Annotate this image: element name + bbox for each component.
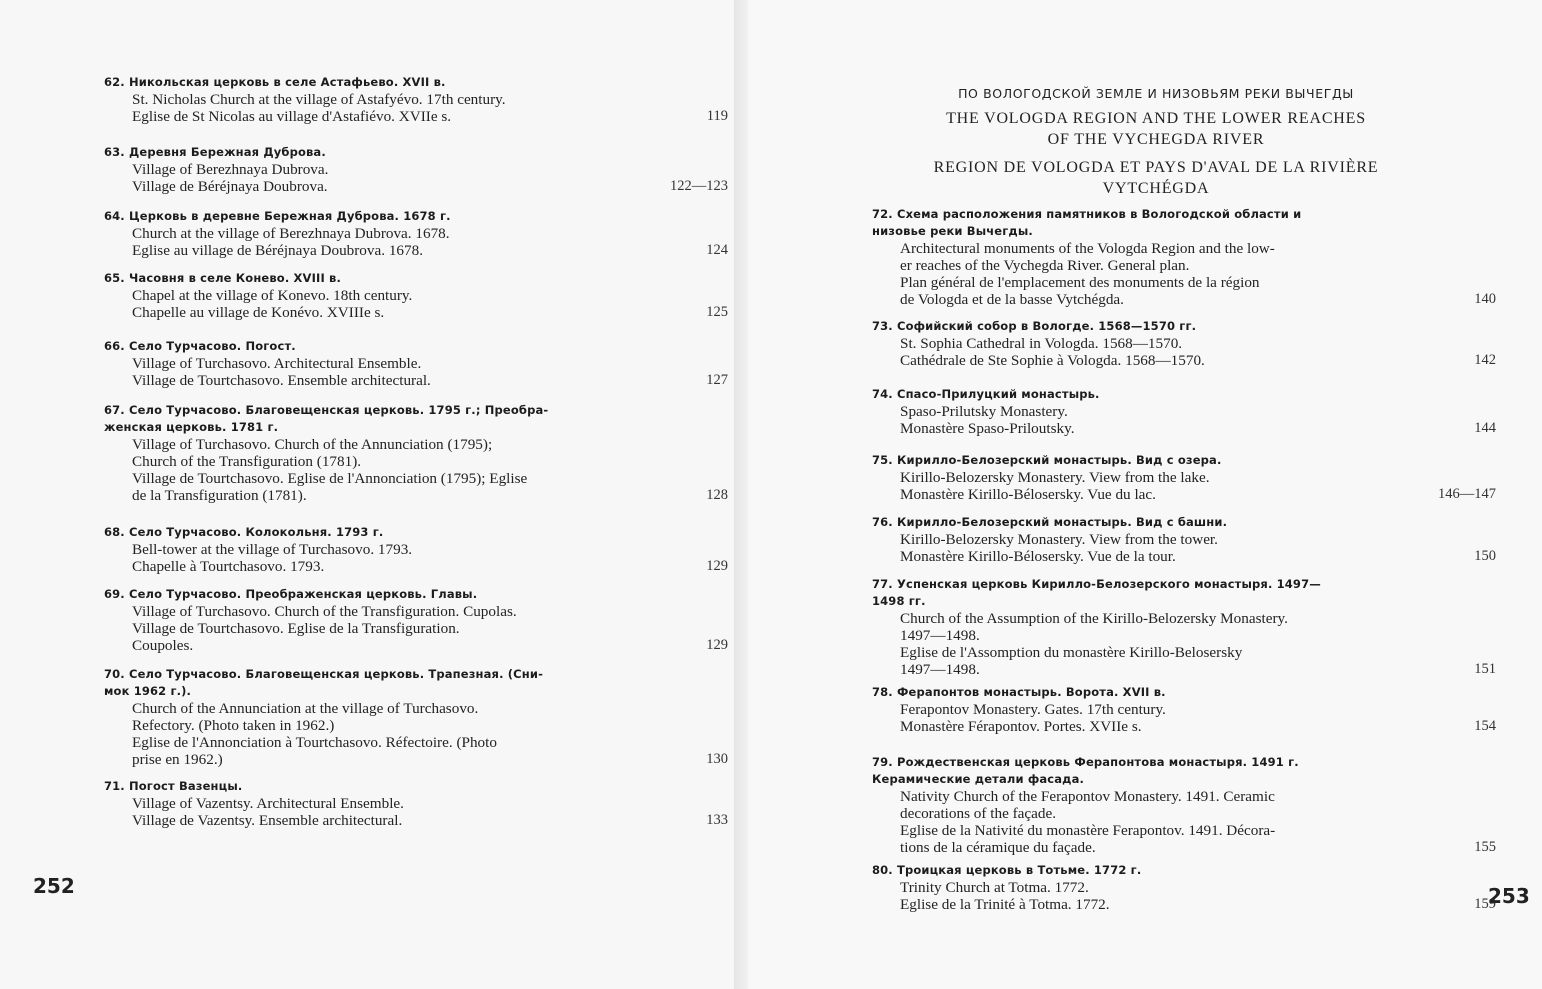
list-of-illustrations-entry: [872, 318, 1496, 369]
entry-number: 67.: [104, 403, 125, 417]
entry-caption-line: Village de Vazentsy. Ensemble architectural. 133: [132, 812, 728, 829]
entry-page-number: 144: [1474, 420, 1496, 436]
list-of-illustrations-entry: [872, 862, 1496, 913]
entry-number: 66.: [104, 339, 125, 353]
entry-caption-line: Church of the Transfiguration (1781).: [132, 453, 362, 470]
entry-caption-line: Village de Tourtchasovo. Eglise de la Transfiguration.: [132, 620, 460, 637]
entry-caption-line: 1497—1498. 151: [900, 661, 1496, 678]
entry-russian-title: Церковь в деревне Бережная Дуброва. 1678 г.: [128, 209, 451, 223]
entry-caption-line: Church of the Annunciation at the village of Turchasovo.: [132, 700, 479, 717]
entry-page-number: 119: [706, 108, 728, 124]
entry-number: 71.: [104, 779, 125, 793]
entry-number: 65.: [104, 271, 125, 285]
entry-caption-line: Village of Berezhnaya Dubrova.: [132, 161, 329, 178]
entry-caption-line: prise en 1962.) 130: [132, 751, 728, 768]
entry-page-number: 129: [706, 558, 728, 574]
entry-caption-line: de Vologda et de la basse Vytchégda. 140: [900, 291, 1496, 308]
entry-russian-title: Погост Вазенцы.: [128, 779, 243, 793]
entry-russian-title-cont: женская церковь. 1781 г.: [104, 420, 279, 434]
entry-caption-line: Monastère Spaso-Priloutsky. 144: [900, 420, 1496, 437]
entry-russian-title: Кирилло-Белозерский монастырь. Вид с озера.: [896, 453, 1222, 467]
entry-caption-line: Monastère Kirillo-Bélosersky. Vue du lac. 146—147: [900, 486, 1496, 503]
entry-russian-title: Кирилло-Белозерский монастырь. Вид с башни.: [896, 515, 1228, 529]
entry-caption-line: de la Transfiguration (1781). 128: [132, 487, 728, 504]
entry-caption-line: er reaches of the Vychegda River. General plan.: [900, 257, 1190, 274]
entry-caption-line: Monastère Kirillo-Bélosersky. Vue de la tour. 150: [900, 548, 1496, 565]
list-of-illustrations-entry: [104, 338, 728, 389]
section-heading-french-line2: VYTCHÉGDA: [1102, 180, 1210, 197]
entry-page-number: 142: [1474, 352, 1496, 368]
entry-page-number: 125: [706, 304, 728, 320]
list-of-illustrations-entry: [872, 754, 1496, 856]
entry-russian-title: Рождественская церковь Ферапонтова монастыря. 1491 г.: [896, 755, 1299, 769]
entry-russian-title: Спасо-Прилуцкий монастырь.: [896, 387, 1100, 401]
entry-russian-title: Успенская церковь Кирилло-Белозерского монастыря. 1497—: [896, 577, 1321, 591]
entry-number: 63.: [104, 145, 125, 159]
entry-caption-line: Spaso-Prilutsky Monastery.: [900, 403, 1068, 420]
entry-number: 80.: [872, 863, 893, 877]
entry-caption-line: Ferapontov Monastery. Gates. 17th century.: [900, 701, 1166, 718]
right-page: [748, 0, 1542, 989]
entry-caption-line: Refectory. (Photo taken in 1962.): [132, 717, 335, 734]
entry-page-number: 146—147: [1438, 486, 1496, 502]
entry-russian-title: Софийский собор в Вологде. 1568—1570 гг.: [896, 319, 1197, 333]
list-of-illustrations-entry: [872, 386, 1496, 437]
entry-page-number: 128: [706, 487, 728, 503]
entry-caption-line: Church of the Assumption of the Kirillo-Belozersky Monastery.: [900, 610, 1288, 627]
entry-page-number: 127: [706, 372, 728, 388]
entry-caption-line: Kirillo-Belozersky Monastery. View from the lake.: [900, 469, 1210, 486]
entry-caption-line: Village de Tourtchasovo. Eglise de l'Annonciation (1795); Eglise: [132, 470, 528, 487]
entry-russian-title-cont: 1498 гг.: [872, 594, 926, 608]
entry-caption-line: Village de Béréjnaya Doubrova. 122—123: [132, 178, 728, 195]
entry-page-number: 122—123: [670, 178, 728, 194]
entry-caption-line: Eglise de l'Annonciation à Tourtchasovo. Réfectoire. (Photo: [132, 734, 497, 751]
list-of-illustrations-entry: [104, 666, 728, 768]
entry-caption-line: Village of Turchasovo. Church of the Annunciation (1795);: [132, 436, 493, 453]
entry-caption-line: decorations of the façade.: [900, 805, 1057, 822]
entry-caption-line: Bell-tower at the village of Turchasovo. 1793.: [132, 541, 413, 558]
entry-russian-title: Село Турчасово. Колокольня. 1793 г.: [128, 525, 384, 539]
entry-caption-line: Village de Tourtchasovo. Ensemble architectural. 127: [132, 372, 728, 389]
entry-page-number: 124: [706, 242, 728, 258]
entry-number: 69.: [104, 587, 125, 601]
entry-page-number: 133: [706, 812, 728, 828]
entry-caption-line: Village of Turchasovo. Church of the Transfiguration. Cupolas.: [132, 603, 517, 620]
entry-caption-line: St. Nicholas Church at the village of Astafyévo. 17th century.: [132, 91, 506, 108]
entry-russian-title: Село Турчасово. Благовещенская церковь. Трапезная. (Сни-: [128, 667, 543, 681]
list-of-illustrations-entry: [104, 270, 728, 321]
entry-caption-line: Eglise de la Trinité à Totma. 1772. 159: [900, 896, 1496, 913]
entry-caption-line: Architectural monuments of the Vologda Region and the low-: [900, 240, 1275, 257]
list-of-illustrations-entry: [104, 144, 728, 195]
entry-caption-line: Chapelle à Tourtchasovo. 1793. 129: [132, 558, 728, 575]
entry-russian-title: Никольская церковь в селе Астафьево. XVII в.: [128, 75, 446, 89]
section-heading-english-line2: OF THE VYCHEGDA RIVER: [1047, 131, 1265, 148]
section-heading-french-line1: REGION DE VOLOGDA ET PAYS D'AVAL DE LA RIVIÈRE: [933, 159, 1379, 176]
entry-number: 74.: [872, 387, 893, 401]
entry-caption-line: Monastère Férapontov. Portes. XVIIe s. 154: [900, 718, 1496, 735]
entry-number: 70.: [104, 667, 125, 681]
list-of-illustrations-entry: [872, 684, 1496, 735]
entry-caption-line: tions de la céramique du façade. 155: [900, 839, 1496, 856]
entry-page-number: 154: [1474, 718, 1496, 734]
entry-caption-line: Cathédrale de Ste Sophie à Vologda. 1568—1570. 142: [900, 352, 1496, 369]
entry-number: 75.: [872, 453, 893, 467]
entry-russian-title: Часовня в селе Конево. XVIII в.: [128, 271, 341, 285]
entry-number: 77.: [872, 577, 893, 591]
entry-russian-title: Ферапонтов монастырь. Ворота. XVII в.: [896, 685, 1166, 699]
left-page-number: 252: [33, 874, 75, 898]
entry-number: 73.: [872, 319, 893, 333]
entry-number: 78.: [872, 685, 893, 699]
list-of-illustrations-entry: [104, 524, 728, 575]
list-of-illustrations-entry: [872, 514, 1496, 565]
entry-russian-title: Село Турчасово. Преображенская церковь. Главы.: [128, 587, 478, 601]
entry-caption-line: Eglise de St Nicolas au village d'Astafiévo. XVIIe s. 119: [132, 108, 728, 125]
entry-caption-line: Chapelle au village de Konévo. XVIIIe s. 125: [132, 304, 728, 321]
entry-number: 79.: [872, 755, 893, 769]
entry-caption-line: Plan général de l'emplacement des monuments de la région: [900, 274, 1260, 291]
right-page-number: 253: [1488, 884, 1530, 908]
entry-caption-line: St. Sophia Cathedral in Vologda. 1568—1570.: [900, 335, 1183, 352]
section-heading-english-line1: THE VOLOGDA REGION AND THE LOWER REACHES: [946, 110, 1366, 127]
entry-page-number: 129: [706, 637, 728, 653]
entry-russian-title-cont: Керамические детали фасада.: [872, 772, 1085, 786]
entry-caption-line: Eglise de la Nativité du monastère Ferapontov. 1491. Décora-: [900, 822, 1276, 839]
left-entry-list: [104, 74, 728, 834]
entry-russian-title-cont: мок 1962 г.).: [104, 684, 192, 698]
list-of-illustrations-entry: [104, 208, 728, 259]
entry-number: 72.: [872, 207, 893, 221]
left-page: [0, 0, 742, 989]
entry-caption-line: Kirillo-Belozersky Monastery. View from the tower.: [900, 531, 1218, 548]
list-of-illustrations-entry: [104, 586, 728, 654]
entry-page-number: 155: [1474, 839, 1496, 855]
entry-caption-line: Village of Vazentsy. Architectural Ensemble.: [132, 795, 404, 812]
entry-page-number: 159: [1474, 896, 1496, 912]
entry-russian-title: Троицкая церковь в Тотьме. 1772 г.: [896, 863, 1142, 877]
entry-caption-line: Church at the village of Berezhnaya Dubrova. 1678.: [132, 225, 450, 242]
entry-caption-line: 1497—1498.: [900, 627, 980, 644]
list-of-illustrations-entry: [872, 452, 1496, 503]
section-heading-russian: ПО ВОЛОГОДСКОЙ ЗЕМЛЕ И НИЗОВЬЯМ РЕКИ ВЫЧЕГДЫ: [958, 86, 1354, 101]
entry-number: 62.: [104, 75, 125, 89]
entry-caption-line: Nativity Church of the Ferapontov Monastery. 1491. Ceramic: [900, 788, 1275, 805]
list-of-illustrations-entry: [104, 778, 728, 829]
entry-caption-line: Village of Turchasovo. Architectural Ensemble.: [132, 355, 422, 372]
entry-caption-line: Trinity Church at Totma. 1772.: [900, 879, 1089, 896]
entry-page-number: 151: [1474, 661, 1496, 677]
list-of-illustrations-entry: [104, 402, 728, 504]
entry-page-number: 150: [1474, 548, 1496, 564]
entry-russian-title: Деревня Бережная Дуброва.: [128, 145, 326, 159]
entry-russian-title: Село Турчасово. Погост.: [128, 339, 296, 353]
entry-caption-line: Eglise au village de Béréjnaya Doubrova. 1678. 124: [132, 242, 728, 259]
list-of-illustrations-entry: [872, 206, 1496, 308]
entry-russian-title-cont: низовье реки Вычегды.: [872, 224, 1033, 238]
entry-number: 64.: [104, 209, 125, 223]
entry-russian-title: Село Турчасово. Благовещенская церковь. 1795 г.; Преобра-: [128, 403, 549, 417]
entry-caption-line: Eglise de l'Assomption du monastère Kirillo-Belosersky: [900, 644, 1243, 661]
right-entry-list: [872, 206, 1496, 926]
entry-russian-title: Схема расположения памятников в Вологодской области и: [896, 207, 1302, 221]
list-of-illustrations-entry: [872, 576, 1496, 678]
entry-page-number: 140: [1474, 291, 1496, 307]
entry-caption-line: Coupoles. 129: [132, 637, 728, 654]
list-of-illustrations-entry: [104, 74, 728, 125]
entry-caption-line: Chapel at the village of Konevo. 18th century.: [132, 287, 413, 304]
entry-number: 68.: [104, 525, 125, 539]
entry-page-number: 130: [706, 751, 728, 767]
entry-number: 76.: [872, 515, 893, 529]
